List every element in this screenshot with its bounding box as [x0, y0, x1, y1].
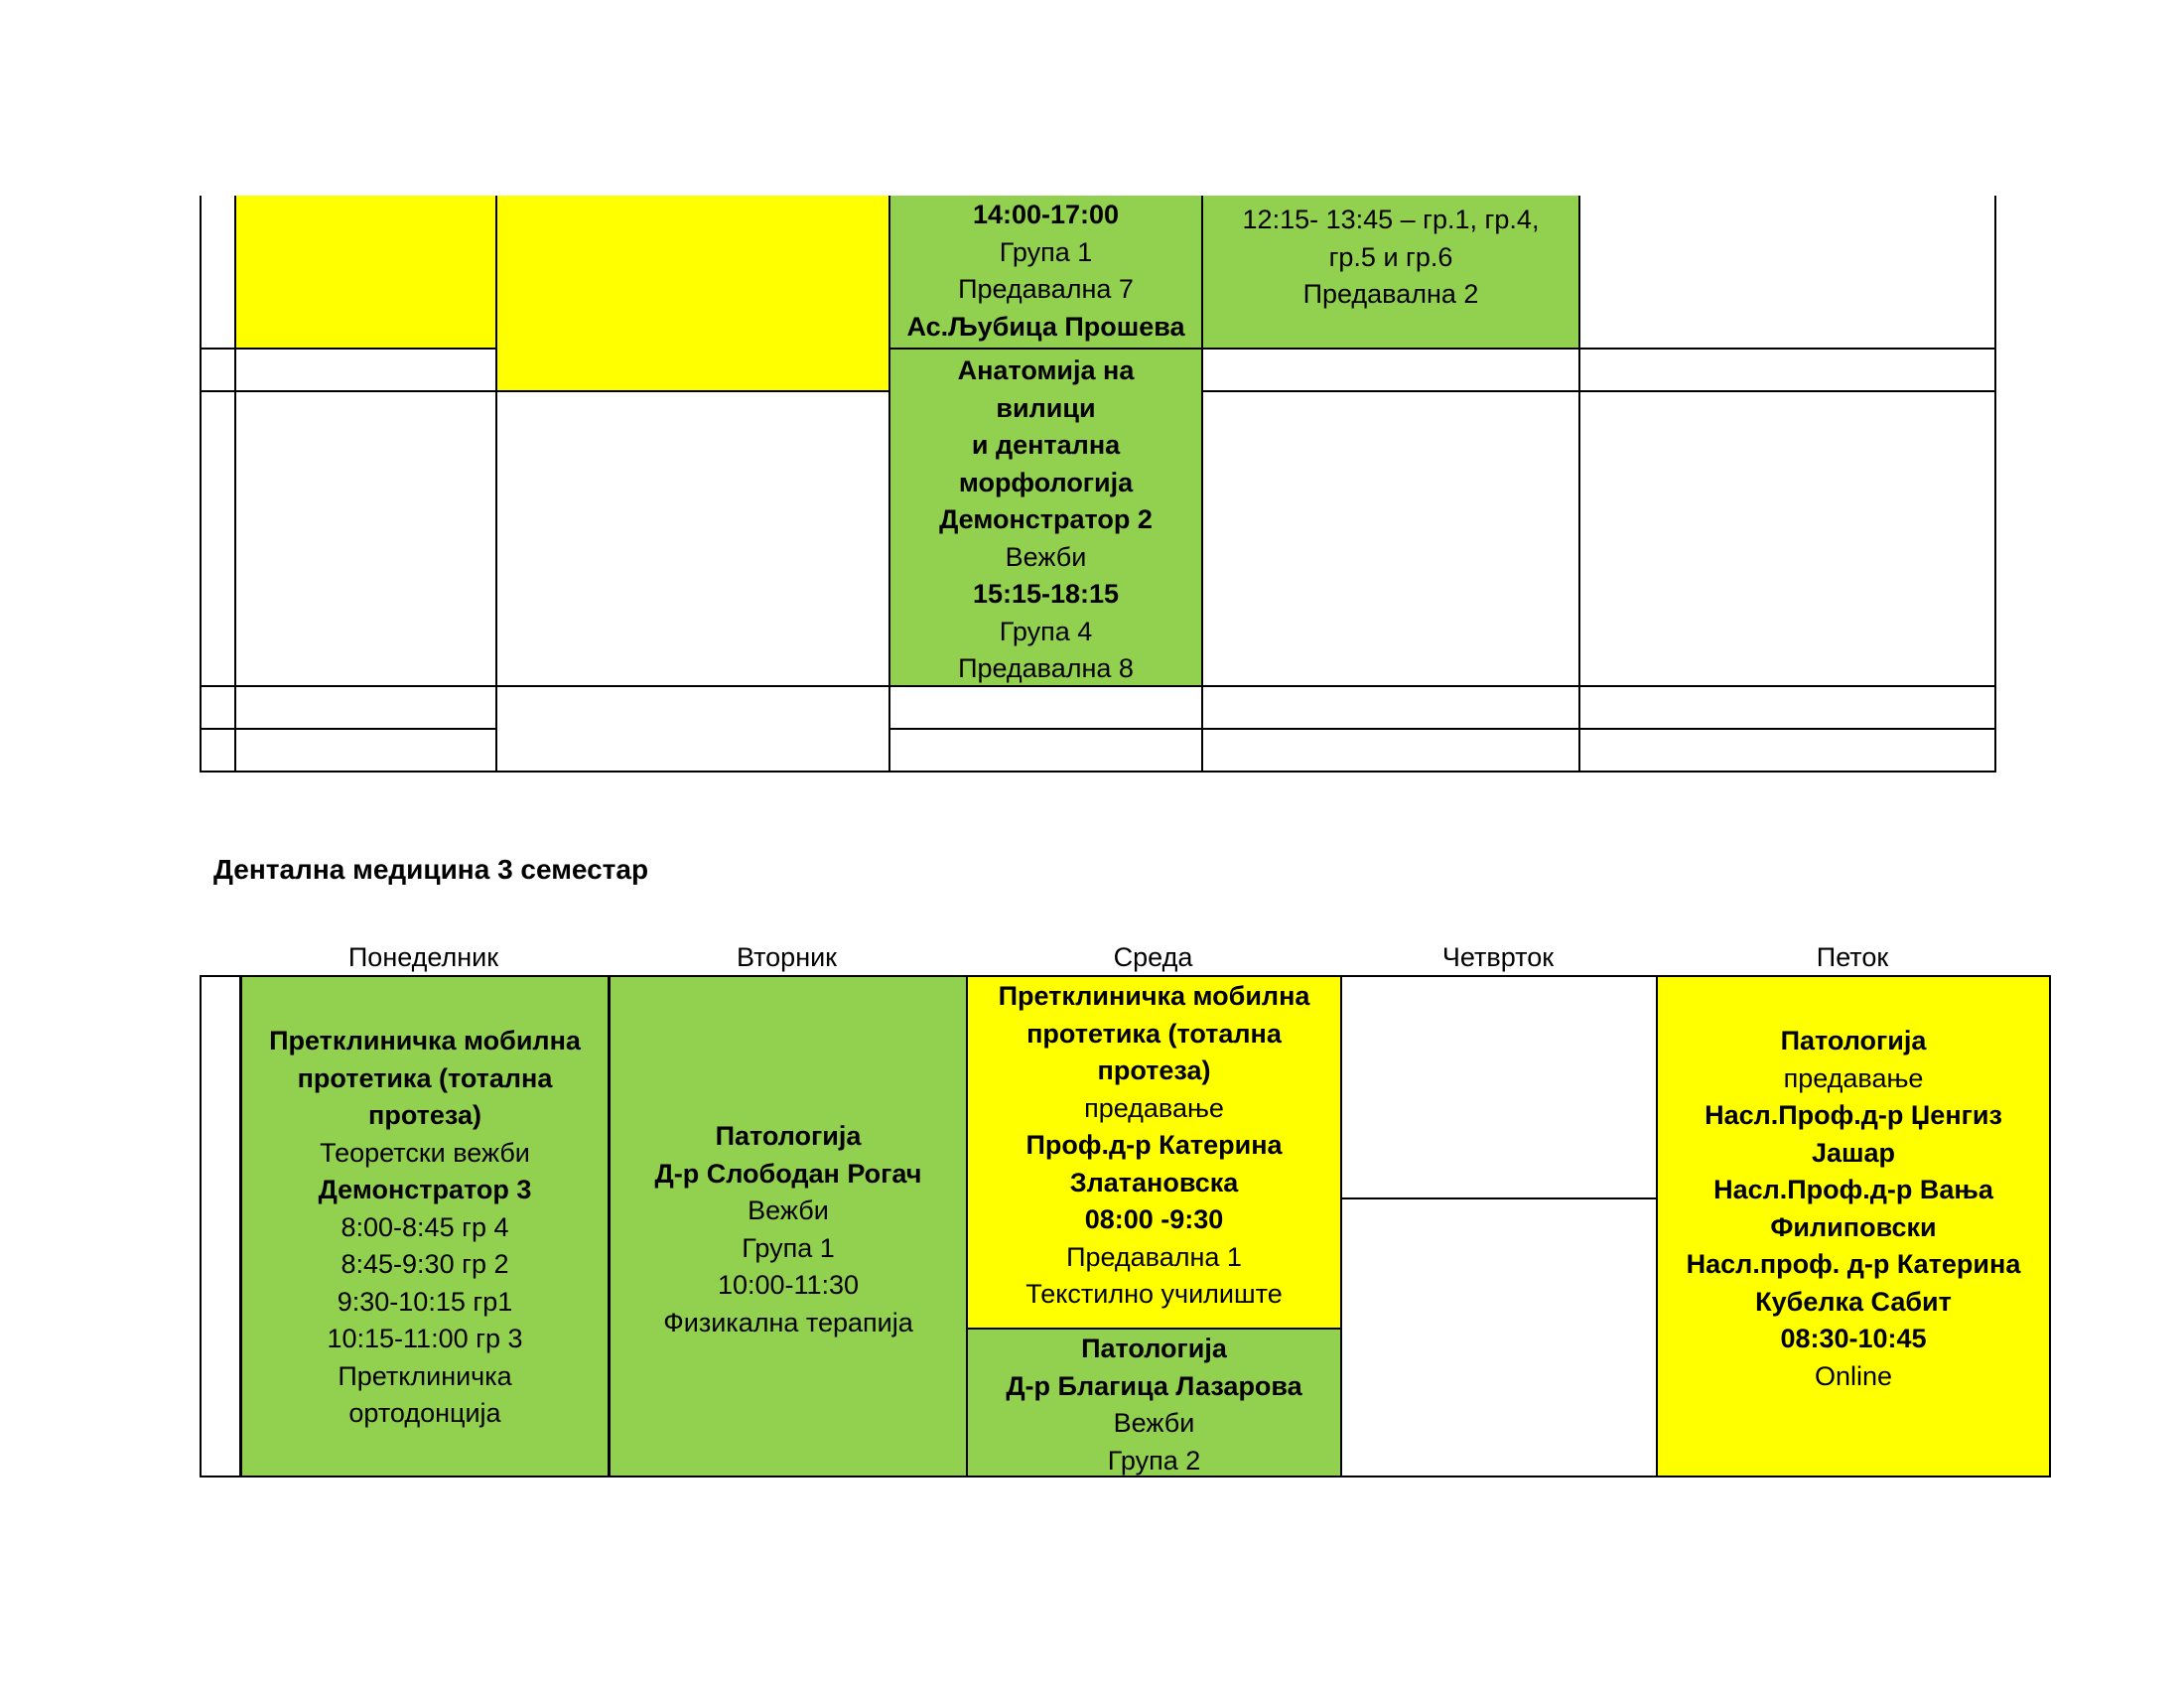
lesson-cell — [1656, 975, 2051, 1477]
lesson-line: Вежби — [1113, 1408, 1195, 1438]
lesson-line: Предавална 8 — [958, 653, 1134, 683]
lesson-line: Предавална 1 — [1066, 1241, 1242, 1272]
lesson-line: Претклиничка мобилна — [269, 1026, 581, 1055]
table-cell — [1201, 728, 1580, 773]
table-cell — [234, 728, 497, 773]
table-cell — [495, 196, 890, 392]
lesson-line: предавање — [1084, 1092, 1224, 1123]
lesson-line: предавање — [1783, 1062, 1924, 1093]
lesson-cell — [1201, 196, 1580, 350]
table-cell — [888, 728, 1203, 773]
lesson-line: Група 2 — [1107, 1445, 1201, 1476]
table-cell — [200, 975, 241, 1477]
lesson-line: Теоретски вежби — [320, 1137, 530, 1168]
lesson-line: 10:00-11:30 — [717, 1270, 860, 1300]
lesson-line: Вежби — [1005, 541, 1087, 572]
lesson-line: Група 4 — [999, 616, 1093, 646]
lesson-cell — [966, 1328, 1342, 1477]
table-cell — [234, 348, 497, 392]
lesson-line: 12:15- 13:45 – гр.1, гр.4, — [1242, 205, 1540, 234]
lesson-cell — [966, 975, 1342, 1330]
lesson-line: Ас.Љубица Прошева — [906, 311, 1185, 342]
lesson-line: протеза) — [368, 1100, 481, 1130]
table-cell — [234, 196, 497, 350]
lesson-line: гр.5 и гр.6 — [1328, 241, 1453, 272]
lesson-line: Филиповски — [1770, 1211, 1937, 1242]
table-cell — [1201, 685, 1580, 730]
lesson-line: Насл.проф. д-р Катерина — [1686, 1249, 2021, 1279]
lesson-line: Анатомија на — [957, 355, 1135, 385]
lesson-line: Д-р Слободан Рогач — [654, 1158, 922, 1189]
day-header-thursday: Четврток — [1441, 942, 1555, 972]
lesson-cell — [608, 975, 968, 1477]
lesson-line: Кубелка Сабит — [1755, 1286, 1952, 1317]
day-header-friday: Петок — [1816, 942, 1889, 972]
table-cell — [200, 728, 236, 773]
table-cell — [1578, 348, 1996, 392]
table-cell — [1340, 1197, 1658, 1477]
lesson-line: Демонстратор 3 — [318, 1175, 532, 1204]
table-cell — [234, 685, 497, 730]
lesson-line: 8:45-9:30 гр 2 — [341, 1249, 509, 1279]
lesson-line: 10:15-11:00 гр 3 — [327, 1324, 523, 1353]
table-cell — [1578, 728, 1996, 773]
lesson-line: вилици — [996, 392, 1096, 423]
table-cell — [1578, 390, 1996, 687]
lesson-line: морфологија — [958, 467, 1134, 497]
lesson-line: Физикална терапија — [663, 1307, 913, 1337]
table-cell — [495, 390, 890, 687]
table-cell — [200, 348, 236, 392]
lesson-line: Предавална 7 — [958, 274, 1134, 304]
lesson-line: Група 1 — [742, 1232, 835, 1263]
lesson-line: ортодонција — [348, 1398, 501, 1428]
lesson-line: Вежби — [748, 1196, 829, 1225]
lesson-line: протетика (тотална — [1026, 1018, 1282, 1049]
table-cell — [1201, 348, 1580, 392]
lesson-line: Златановска — [1069, 1167, 1239, 1197]
table-cell — [495, 685, 890, 773]
lesson-line: 14:00-17:00 — [972, 200, 1120, 229]
table-cell — [200, 685, 236, 730]
lesson-line: Јашар — [1811, 1137, 1896, 1168]
lesson-line: 08:00 -9:30 — [1084, 1204, 1224, 1234]
lesson-line: Патологија — [1780, 1026, 1927, 1055]
table-cell — [1201, 390, 1580, 687]
lesson-line: Online — [1814, 1360, 1893, 1391]
section-title: Дентална медицина 3 семестар — [213, 854, 649, 885]
table-cell — [200, 390, 236, 687]
lesson-cell — [888, 196, 1203, 350]
lesson-cell — [239, 975, 610, 1477]
lesson-line: 9:30-10:15 гр1 — [337, 1286, 513, 1317]
lesson-line: Текстилно училиште — [1025, 1279, 1283, 1309]
lesson-line: 08:30-10:45 — [1780, 1324, 1927, 1353]
lesson-line: Д-р Благица Лазарова — [1006, 1370, 1302, 1401]
lesson-line: протетика (тотална — [297, 1062, 553, 1093]
day-header-monday: Понеделник — [347, 942, 499, 972]
lesson-line: Предавална 2 — [1302, 279, 1479, 309]
table-cell — [200, 196, 236, 350]
lesson-line: Насл.Проф.д-р Вања — [1713, 1175, 1993, 1204]
table-cell — [1578, 685, 1996, 730]
lesson-line: Патологија — [715, 1121, 862, 1151]
lesson-line: Претклиничка мобилна — [998, 981, 1310, 1011]
lesson-line: и дентална — [971, 430, 1121, 460]
lesson-line: Претклиничка — [338, 1360, 512, 1391]
lesson-cell — [888, 348, 1203, 687]
day-header-wednesday: Среда — [1113, 942, 1193, 972]
table-cell — [1578, 196, 1996, 350]
table-cell — [888, 685, 1203, 730]
lesson-line: Демонстратор 2 — [939, 504, 1153, 534]
lesson-line: 15:15-18:15 — [972, 579, 1120, 609]
lesson-line: Патологија — [1081, 1334, 1227, 1363]
table-cell — [1340, 975, 1658, 1199]
table-cell — [234, 390, 497, 687]
lesson-line: Насл.Проф.д-р Џенгиз — [1705, 1100, 2002, 1130]
day-header-tuesday: Вторник — [736, 942, 837, 972]
lesson-line: Група 1 — [999, 236, 1093, 267]
lesson-line: протеза) — [1097, 1055, 1211, 1085]
lesson-line: 8:00-8:45 гр 4 — [341, 1211, 509, 1242]
lesson-line: Проф.д-р Катерина — [1025, 1130, 1283, 1160]
